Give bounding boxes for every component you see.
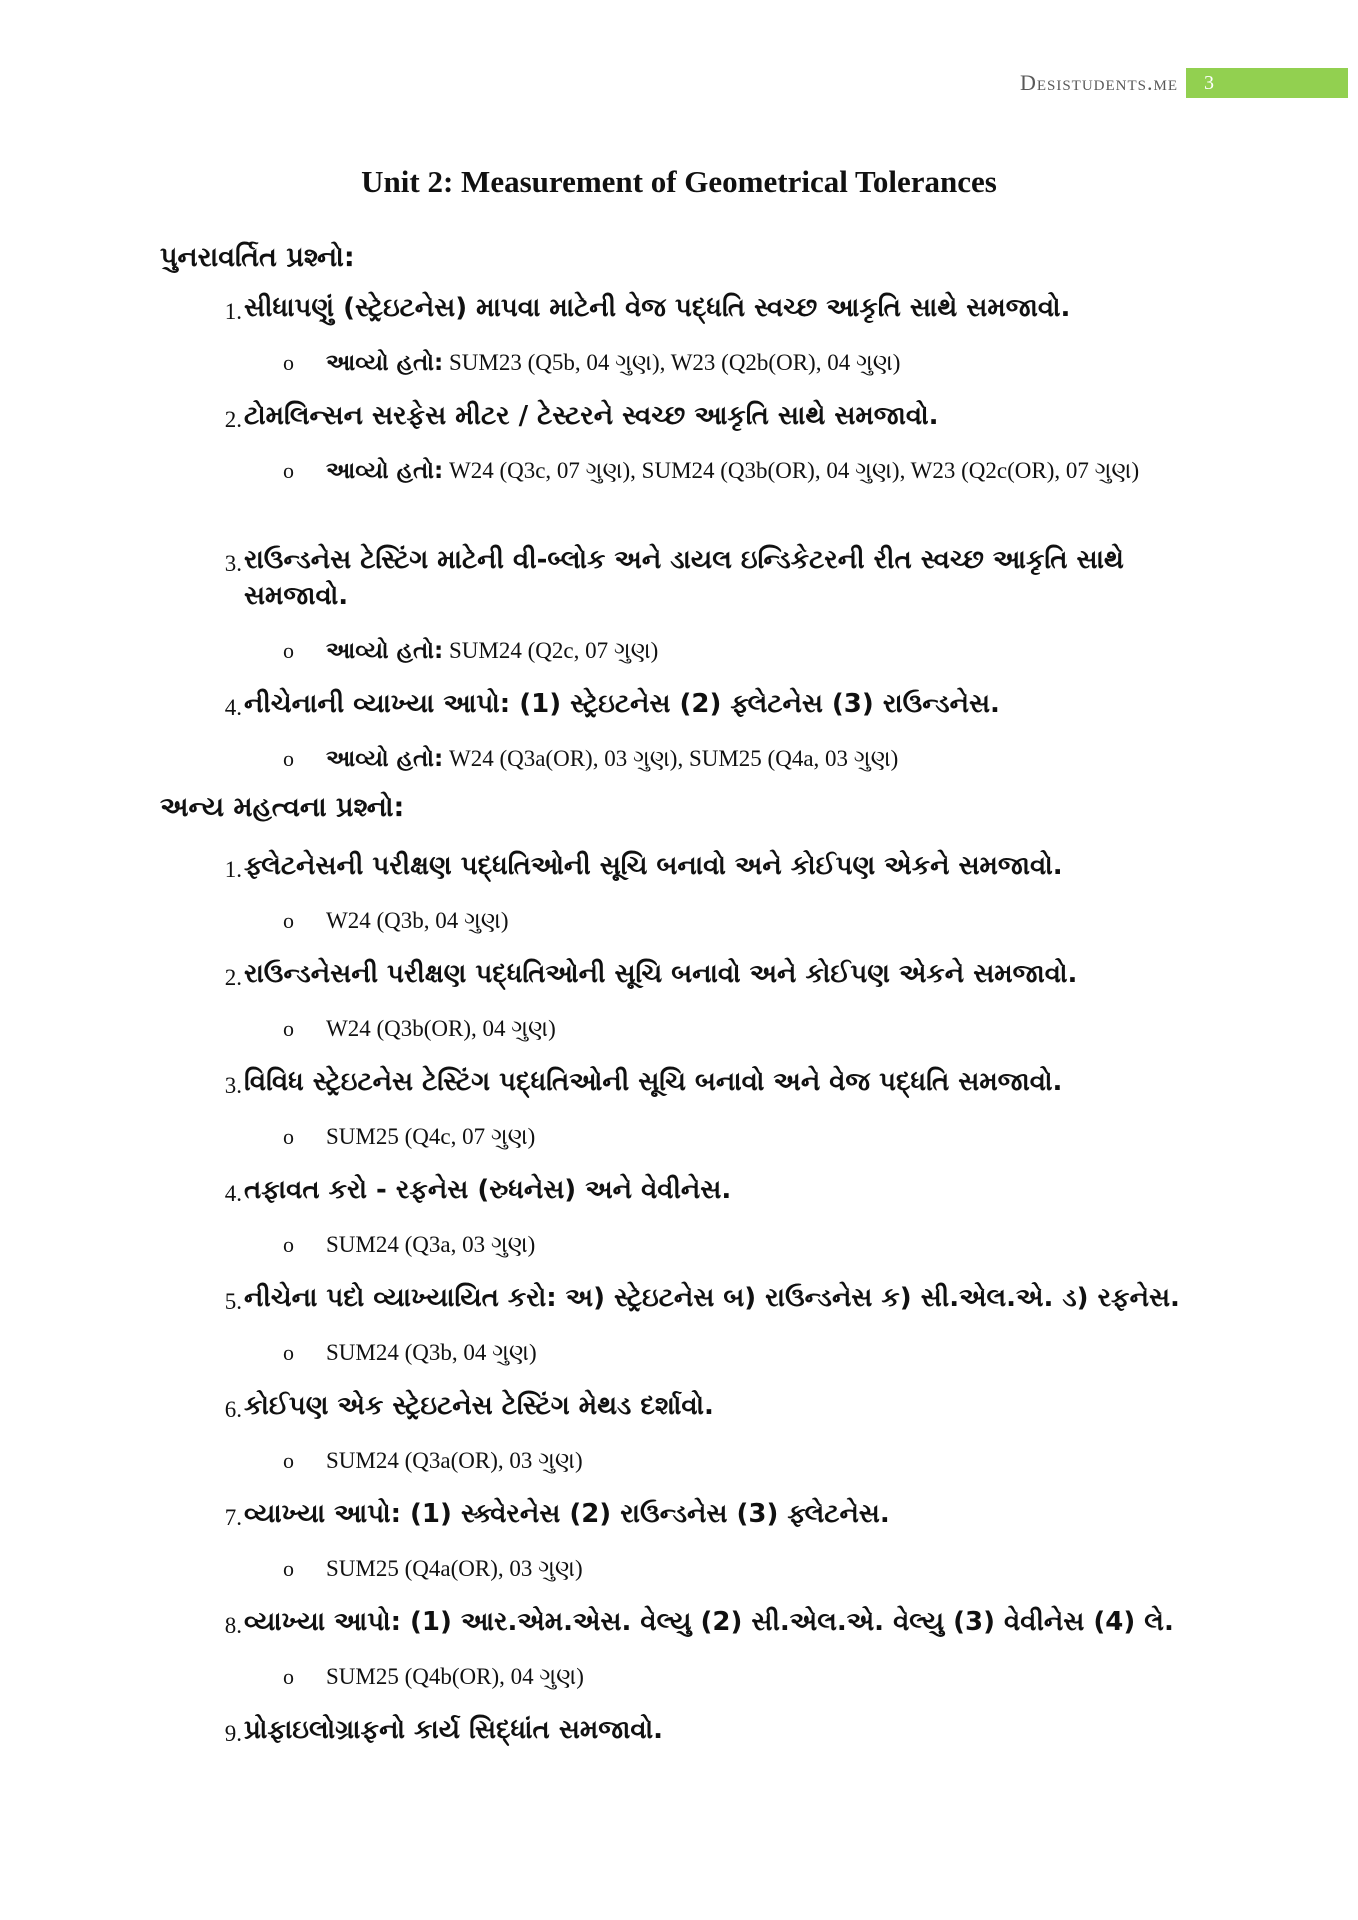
question-text: વિવિધ સ્ટ્રેઇટનેસ ટેસ્ટિંગ પદ્ધતિઓની સૂચિ બનાવો અને વેજ પદ્ધતિ સમજાવો.	[244, 1067, 1063, 1097]
bullet-icon: o	[283, 1232, 294, 1257]
bullet-icon: o	[283, 1556, 294, 1581]
question-number: 4.	[224, 1181, 242, 1206]
question-text: રાઉન્ડનેસની પરીક્ષણ પદ્ધતિઓની સૂચિ બનાવો અને કોઈપણ એકને સમજાવો.	[244, 959, 1078, 989]
question-text: કોઈપણ એક સ્ટ્રેઇટનેસ ટેસ્ટિંગ મેથડ દર્શાવો.	[244, 1391, 714, 1421]
question-number: 5.	[224, 1289, 242, 1314]
question-number: 4.	[224, 695, 242, 720]
asked-label: આવ્યો હતો:	[326, 746, 444, 772]
question-number: 2.	[224, 407, 242, 432]
question-number: 1.	[224, 857, 242, 882]
ref-text: W24 (Q3b, 04 ગુણ)	[326, 908, 509, 933]
ref-text: SUM24 (Q2c, 07 ગુણ)	[443, 638, 659, 663]
question-number: 3.	[224, 1073, 242, 1098]
ref-text: SUM24 (Q3a(OR), 03 ગુણ)	[326, 1448, 583, 1473]
bullet-icon: o	[283, 458, 294, 483]
section-heading-repeated: પુનરાવર્તિત પ્રશ્નો:	[160, 242, 355, 273]
bullet-icon: o	[283, 638, 294, 663]
bullet-icon: o	[283, 1016, 294, 1041]
ref-text: SUM25 (Q4c, 07 ગુણ)	[326, 1124, 536, 1149]
ref-text: SUM23 (Q5b, 04 ગુણ), W23 (Q2b(OR), 04 ગુણ)	[443, 350, 901, 375]
page-number: 3	[1186, 68, 1348, 98]
question-text: નીચેના પદો વ્યાખ્યાયિત કરો: અ) સ્ટ્રેઇટનેસ બ) રાઉન્ડનેસ ક) સી.એલ.એ. ડ) રફનેસ.	[244, 1283, 1180, 1313]
ref-text: SUM24 (Q3b, 04 ગુણ)	[326, 1340, 537, 1365]
ref-text: SUM25 (Q4b(OR), 04 ગુણ)	[326, 1664, 584, 1689]
bullet-icon: o	[283, 1340, 294, 1365]
ref-text: W24 (Q3c, 07 ગુણ), SUM24 (Q3b(OR), 04 ગુણ), W23 (Q2c(OR), 07 ગુણ)	[443, 458, 1140, 483]
question-number: 1.	[224, 299, 242, 324]
question-text: નીચેનાની વ્યાખ્યા આપો: (1) સ્ટ્રેઇટનેસ (2) ફ્લેટનેસ (3) રાઉન્ડનેસ.	[244, 689, 1000, 719]
question-number: 9.	[224, 1721, 242, 1746]
bullet-icon: o	[283, 746, 294, 771]
question-text: પ્રોફાઇલોગ્રાફનો કાર્ય સિદ્ધાંત સમજાવો.	[244, 1715, 663, 1745]
page-header	[0, 68, 1358, 98]
question-number: 2.	[224, 965, 242, 990]
question-text: સીધાપણું (સ્ટ્રેઇટનેસ) માપવા માટેની વેજ પદ્ધતિ સ્વચ્છ આકૃતિ સાથે સમજાવો.	[244, 293, 1071, 323]
bullet-icon: o	[283, 1664, 294, 1689]
bullet-icon: o	[283, 908, 294, 933]
asked-label: આવ્યો હતો:	[326, 458, 444, 484]
ref-text: SUM24 (Q3a, 03 ગુણ)	[326, 1232, 536, 1257]
bullet-icon: o	[283, 1124, 294, 1149]
ref-text: W24 (Q3b(OR), 04 ગુણ)	[326, 1016, 556, 1041]
question-number: 6.	[224, 1397, 242, 1422]
question-number: 7.	[224, 1505, 242, 1530]
site-name: Desistudents.me	[1019, 70, 1178, 95]
question-number: 8.	[224, 1613, 242, 1638]
ref-text: SUM25 (Q4a(OR), 03 ગુણ)	[326, 1556, 583, 1581]
question-text: વ્યાખ્યા આપો: (1) આર.એમ.એસ. વેલ્યુ (2) સી.એલ.એ. વેલ્યુ (3) વેવીનેસ (4) લે.	[244, 1607, 1174, 1637]
question-number: 3.	[224, 551, 242, 576]
ref-text: W24 (Q3a(OR), 03 ગુણ), SUM25 (Q4a, 03 ગુણ)	[443, 746, 899, 771]
section-heading-other: અન્ય મહત્વના પ્રશ્નો:	[160, 792, 405, 823]
bullet-icon: o	[283, 350, 294, 375]
asked-label: આવ્યો હતો:	[326, 350, 444, 376]
bullet-icon: o	[283, 1448, 294, 1473]
question-text: તફાવત કરો - રફનેસ (રુધનેસ) અને વેવીનેસ.	[244, 1175, 732, 1205]
asked-label: આવ્યો હતો:	[326, 638, 444, 664]
question-text: ટોમલિન્સન સરફેસ મીટર / ટેસ્ટરને સ્વચ્છ આકૃતિ સાથે સમજાવો.	[244, 401, 939, 431]
question-text: વ્યાખ્યા આપો: (1) સ્ક્વેરનેસ (2) રાઉન્ડનેસ (3) ફ્લેટનેસ.	[244, 1499, 890, 1529]
page-title: Unit 2: Measurement of Geometrical Tolerances	[361, 164, 997, 199]
question-text: ફ્લેટનેસની પરીક્ષણ પદ્ધતિઓની સૂચિ બનાવો અને કોઈપણ એકને સમજાવો.	[244, 851, 1063, 881]
question-text: રાઉન્ડનેસ ટેસ્ટિંગ માટેની વી-બ્લોક અને ડાયલ ઇન્ડિકેટરની રીત સ્વચ્છ આકૃતિ સાથે સમજાવો.	[244, 545, 1124, 611]
